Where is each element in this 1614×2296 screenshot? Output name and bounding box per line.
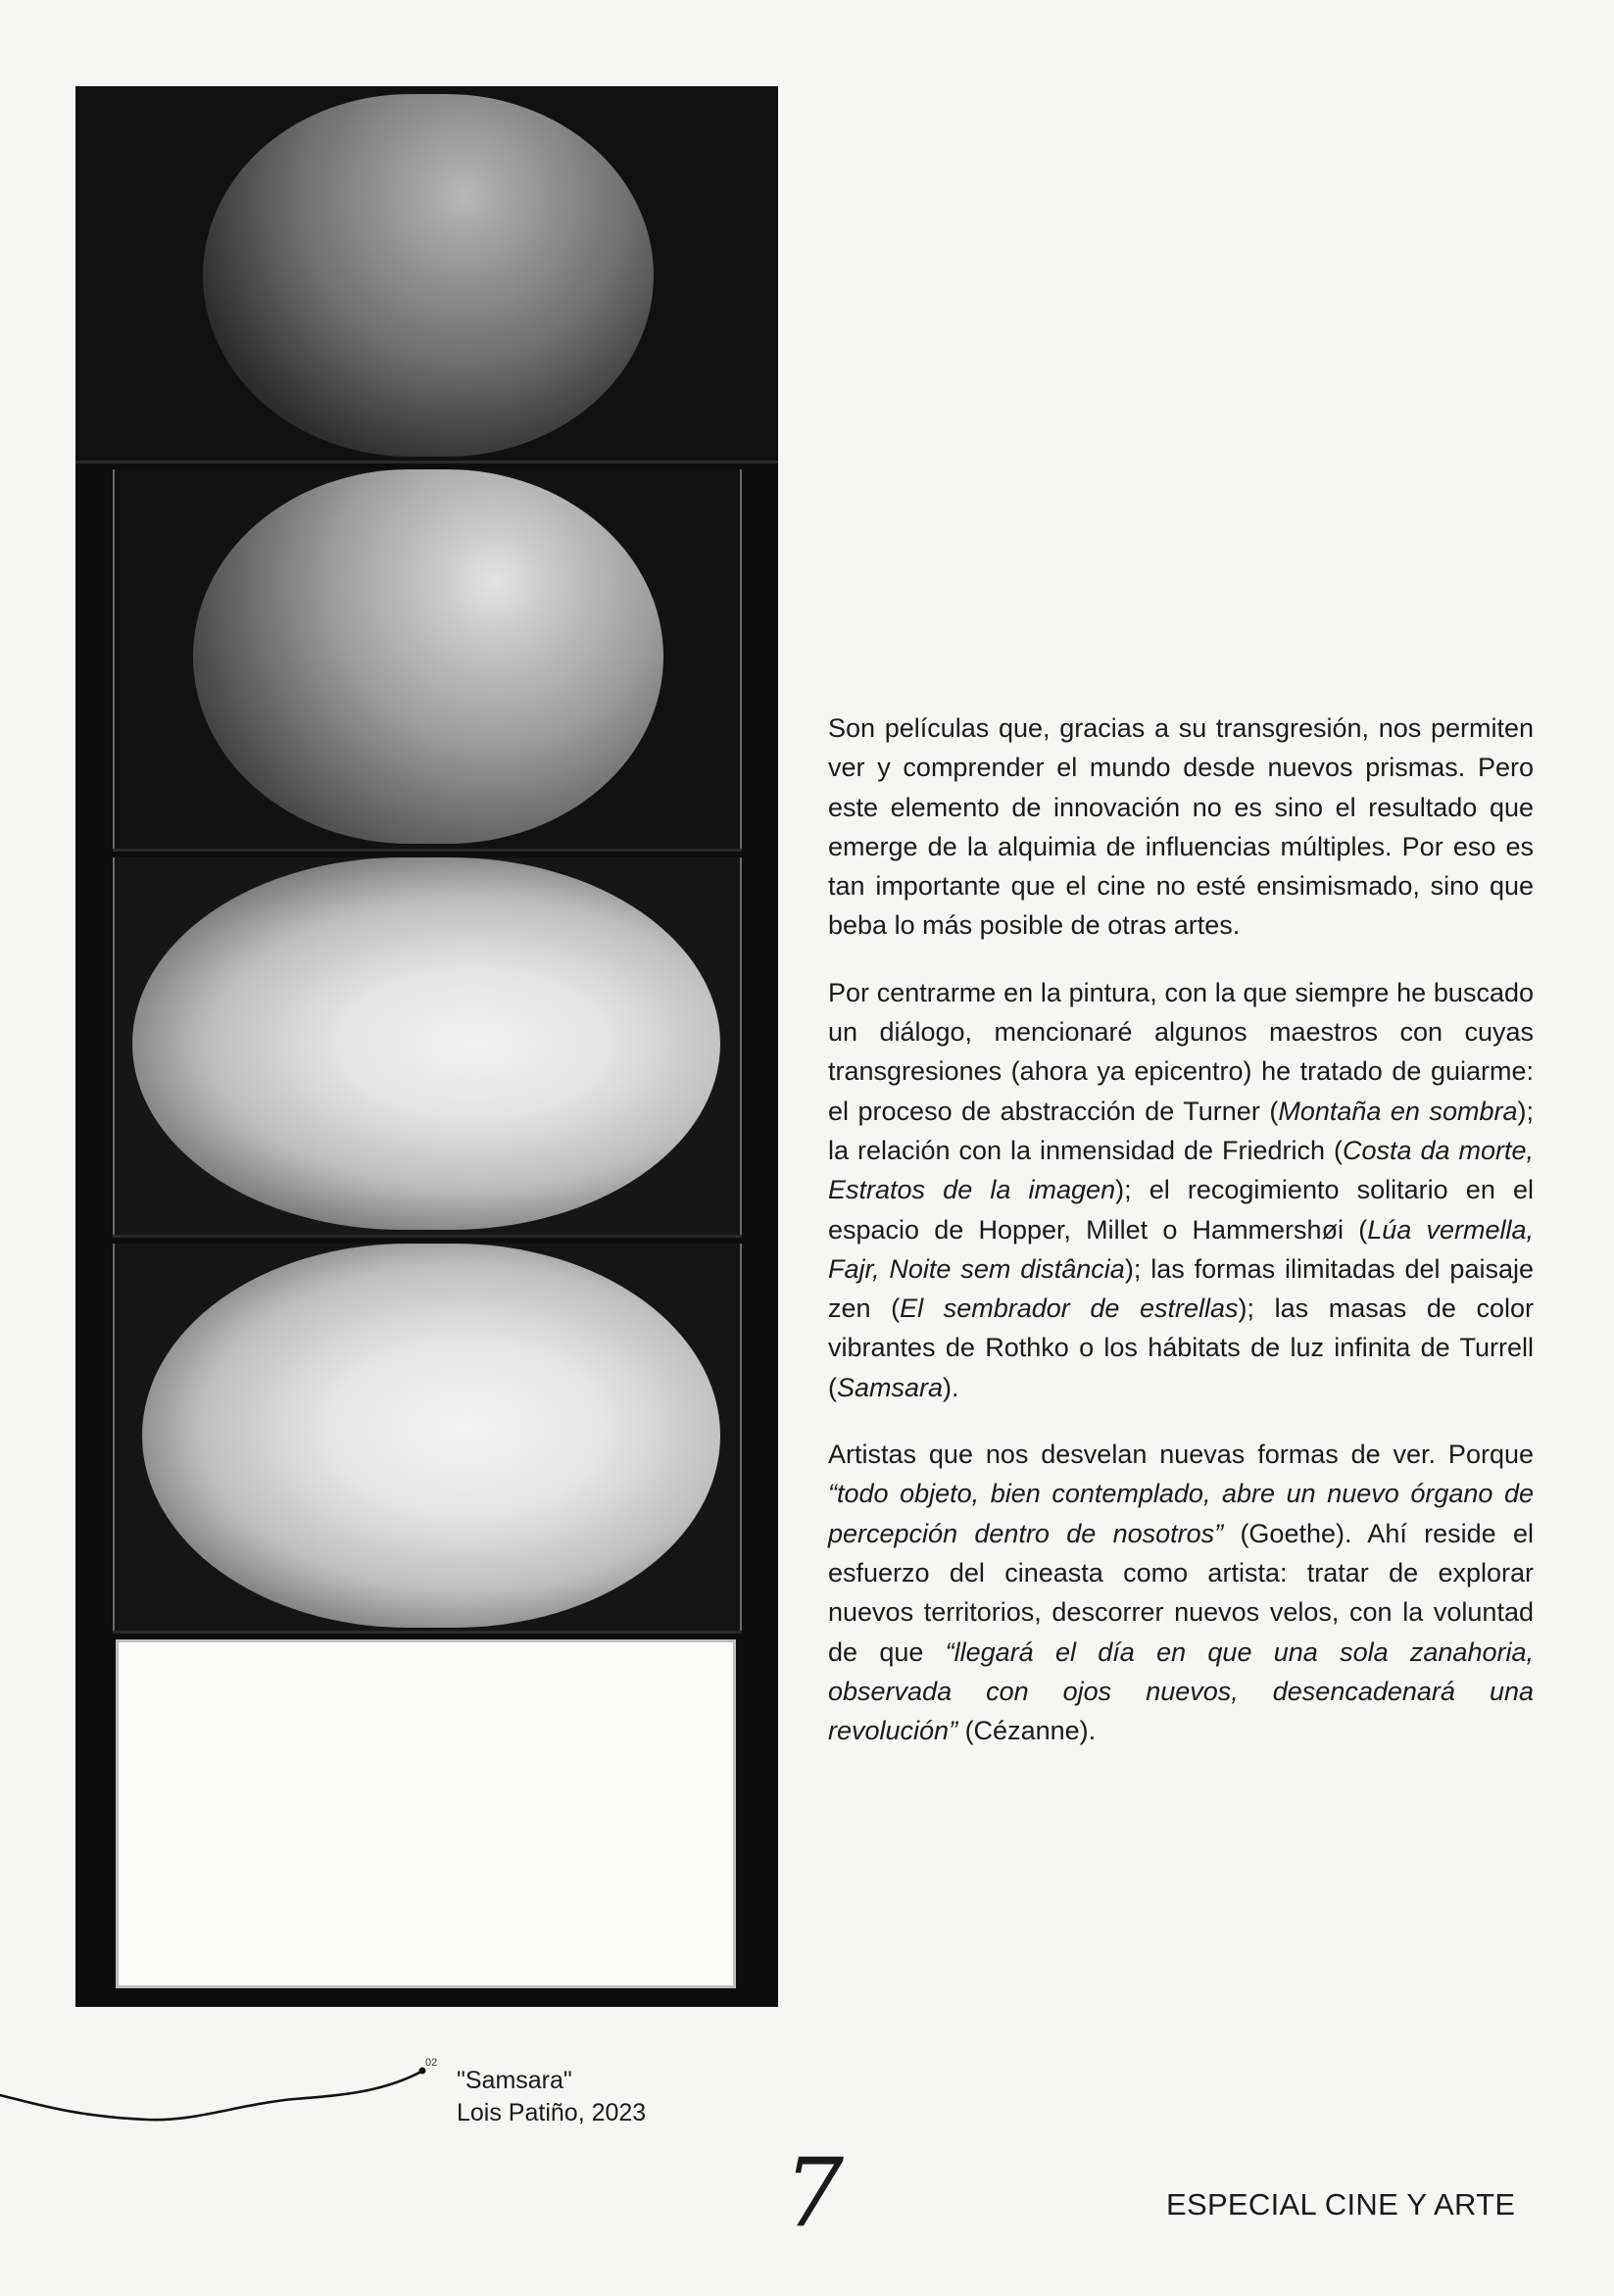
film-title-samsara: Samsara xyxy=(837,1372,944,1402)
paragraph-2-text: ); el recogimiento solitario en el espacio de Hopper, Millet o Hammershøi ( xyxy=(828,1175,1535,1245)
paragraph-3-text: (Cézanne). xyxy=(957,1716,1097,1746)
paragraph-2 xyxy=(828,973,1534,1407)
caption-credit: Lois Patiño, 2023 xyxy=(457,2099,647,2126)
section-label: ESPECIAL CINE Y ARTE xyxy=(1166,2187,1516,2222)
paragraph-3-text: Artistas que nos desvelan nuevas formas de ver. Porque xyxy=(828,1440,1534,1470)
film-title-montana-en-sombra: Montaña en sombra xyxy=(1278,1096,1518,1126)
paragraph-2-text: ). xyxy=(943,1372,959,1402)
paragraph-3 xyxy=(828,1435,1534,1750)
glowing-sphere-1 xyxy=(203,94,654,457)
paragraph-2-text: ); las formas ilimitadas del paisaje zen ( xyxy=(828,1253,1534,1324)
paragraph-2-text: Por centrarme en la pintura, con la que siempre he buscado un diálogo, mencionaré algunos maestros con cuyas transgresiones (ahora ya epicentro) he tratado de guiarme: el proceso de abstracción de Turner ( xyxy=(828,977,1534,1126)
article-body xyxy=(828,708,1534,1778)
paragraph-1 xyxy=(828,708,1534,946)
glowing-sphere-2 xyxy=(193,469,663,844)
film-frame-4 xyxy=(113,1244,742,1634)
paragraph-2-text: ); las masas de color vibrantes de Rothko o los hábitats de luz infinita de Turrell ( xyxy=(828,1294,1535,1402)
caption-pointer-line xyxy=(0,2048,431,2136)
image-caption xyxy=(457,2065,646,2129)
film-strip-image xyxy=(75,86,778,2007)
glowing-sphere-4 xyxy=(142,1244,720,1628)
paragraph-2-text: ); la relación con la inmensidad de Friedrich ( xyxy=(828,1096,1534,1165)
glowing-sphere-3 xyxy=(132,857,720,1230)
film-frame-5 xyxy=(116,1639,736,1988)
page-number: 7 xyxy=(784,2138,845,2248)
film-frame-3 xyxy=(113,857,742,1238)
caption-number: 02 xyxy=(425,2057,438,2069)
goethe-quote: “todo objeto, bien contemplado, abre un nuevo órgano de percepción dentro de nosotros” xyxy=(828,1479,1534,1548)
film-title-el-sembrador: El sembrador de estrellas xyxy=(900,1294,1239,1324)
film-frame-2 xyxy=(113,469,742,852)
film-frame-1 xyxy=(75,86,778,464)
film-title-lua-vermella: Lúa vermella, Fajr, Noite sem distância xyxy=(828,1214,1534,1284)
caption-title: "Samsara" xyxy=(457,2067,572,2094)
film-title-costa-da-morte: Costa da morte, Estratos de la imagen xyxy=(828,1135,1534,1205)
paragraph-3-text: (Goethe). Ahí reside el esfuerzo del cineasta como artista: tratar de explorar nuevos territorios, descorrer nuevos velos, con la voluntad de que xyxy=(828,1518,1534,1667)
cezanne-quote: “llegará el día en que una sola zanahoria, observada con ojos nuevos, desencadenará una revolución” xyxy=(828,1637,1534,1746)
paragraph-1-text: Son películas que, gracias a su transgresión, nos permiten ver y comprender el mundo desde nuevos prismas. Pero este elemento de innovación no es sino el resultado que emerge de la alquimia de influencias múltiples. Por eso es tan importante que el cine no esté ensimismado, sino que beba lo más posible de otras artes. xyxy=(828,713,1534,941)
